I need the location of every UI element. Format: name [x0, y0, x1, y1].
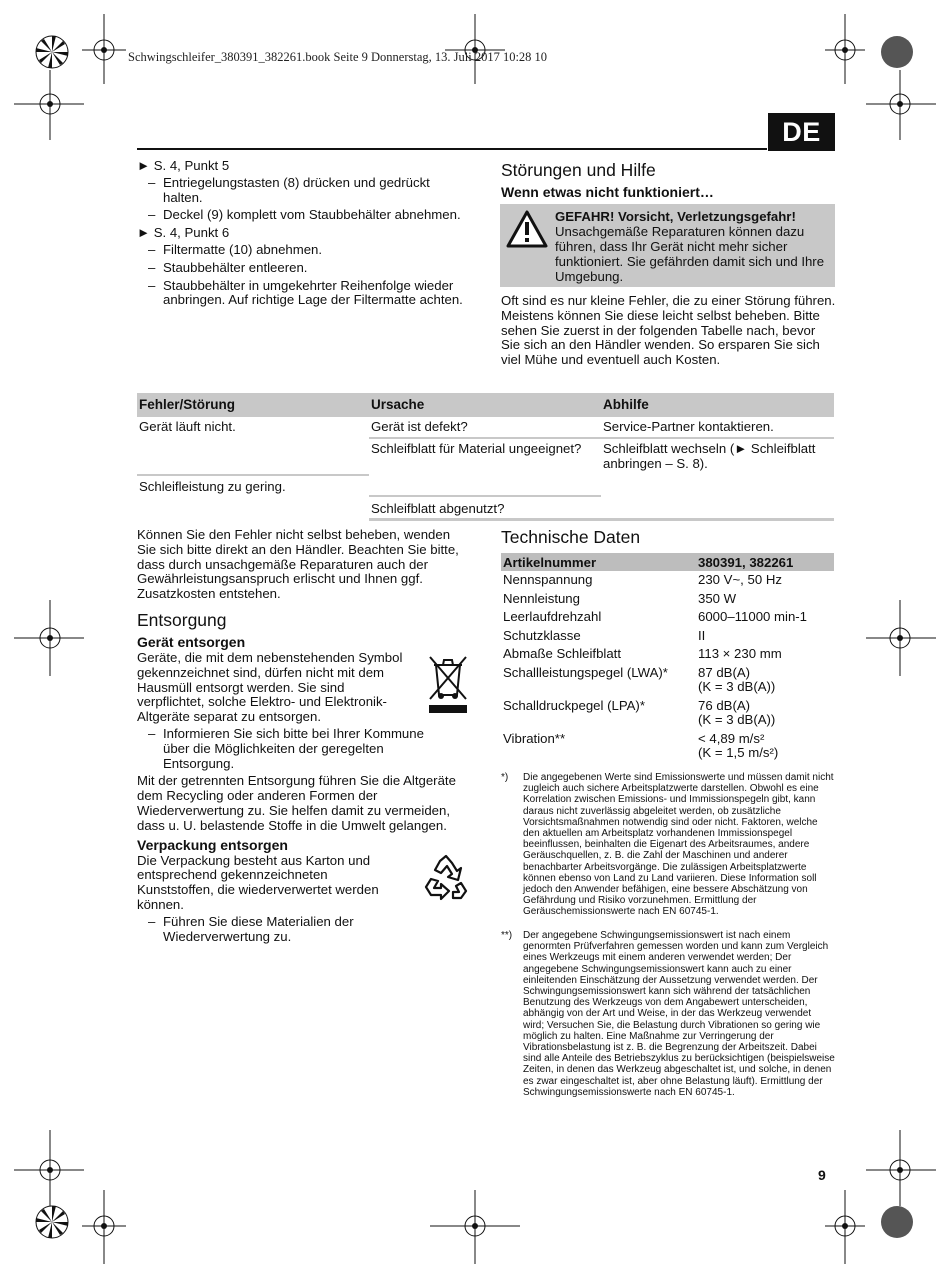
row-value: 350 W: [698, 590, 737, 606]
row-divider: [137, 474, 369, 476]
warning-triangle-icon: [506, 210, 548, 248]
table-header: [501, 553, 834, 571]
fault-cell: Gerät läuft nicht.: [139, 419, 236, 434]
warning-box: [500, 204, 835, 287]
row-value: 6000–11000 min-1: [698, 609, 808, 624]
row-label: Leerlaufdrehzahl: [503, 609, 602, 624]
language-badge: DE: [768, 113, 835, 151]
troubleshooting-intro: Oft sind es nur kleine Fehler, die zu einer Störung führen. Meistens können Sie diese leicht selbst beheben. Bitte sehen Sie zuerst in der folgenden Tabelle nach, bevor Sie sich an den Händler wenden. So ersparen Sie sich viel Mühe und eventuell auch Kosten.: [501, 293, 836, 368]
section-subtitle: Wenn etwas nicht funktioniert…: [501, 184, 714, 200]
table-row: [501, 608, 834, 627]
device-disposal-text: Geräte, die mit dem nebenstehenden Symbol gekennzeichnet sind, dürfen nicht mit dem Hausmüll entsorgt werden. Sie sind verpflichtet, solche Elektro- und Elektronik-Altgeräte separat zu entsorgen.: [137, 649, 403, 725]
row-value: < 4,89 m/s²: [698, 730, 765, 746]
remedy-cell: Service-Partner kontaktieren.: [603, 419, 774, 434]
list-item: – Deckel (9) komplett vom Staubbehälter abnehmen.: [137, 208, 470, 223]
recycling-icon: [421, 853, 471, 903]
table-row: [501, 645, 834, 664]
remedy-cell: Schleifblatt wechseln (► Schleifblatt anbringen – S. 8).: [603, 441, 816, 471]
header-label: Artikelnummer: [503, 555, 597, 570]
tech-data-title: Technische Daten: [501, 527, 641, 547]
recycling-text: Mit der getrennten Entsorgung führen Sie die Altgeräte dem Recycling oder anderen Formen der Wiederverwertung zu. Sie helfen damit zu vermeiden, dass u. U. belastende Stoffe in die Umwelt gelangen.: [137, 773, 456, 833]
footnote-mark: *): [501, 772, 509, 783]
page-number: 9: [818, 1167, 826, 1183]
table-row: [501, 627, 834, 646]
header-fault: Fehler/Störung: [139, 397, 236, 412]
list-item: – Informieren Sie sich bitte bei Ihrer Kommune über die Möglichkeiten der geregelten Entsorgung.: [137, 727, 443, 771]
row-label: Schallleistungspegel (LWA)*: [503, 664, 668, 680]
warning-body: Unsachgemäße Reparaturen können dazu führen, dass Ihr Gerät nicht mehr sicher funktioniert. Sie gefährden damit sich und Ihre Umgebung.: [555, 224, 825, 284]
row-value: 76 dB(A): [698, 697, 751, 713]
crossed-bin-icon: [426, 653, 470, 715]
device-disposal-list: [137, 727, 470, 771]
tech-data-table: [501, 553, 834, 763]
header-remedy: Abhilfe: [603, 397, 649, 412]
row-label: Abmaße Schleifblatt: [503, 646, 622, 661]
row-divider: [369, 495, 601, 497]
table-bottom-rule: [369, 518, 834, 521]
step-1-list: [137, 176, 470, 223]
footnote-mark: **): [501, 930, 513, 941]
cause-cell: Gerät ist defekt?: [371, 419, 468, 434]
list-item: – Staubbehälter in umgekehrter Reihenfolge wieder anbringen. Auf richtige Lage der Filtermatte achten.: [137, 279, 470, 309]
cause-cell: Schleifblatt für Material ungeeignet?: [371, 441, 582, 456]
fault-cell: Schleifleistung zu gering.: [139, 479, 286, 494]
table-row: [501, 730, 834, 763]
footnote-2: [501, 930, 834, 1120]
row-label: Schutzklasse: [503, 627, 581, 643]
packaging-title: Verpackung entsorgen: [137, 836, 288, 853]
row-value: 87 dB(A): [698, 664, 751, 680]
warning-title: GEFAHR! Vorsicht, Verletzungsgefahr!: [555, 209, 796, 224]
list-item: – Filtermatte (10) abnehmen.: [137, 243, 470, 258]
row-divider: [369, 437, 834, 439]
device-disposal-title: Gerät entsorgen: [137, 633, 246, 650]
cause-cell: Schleifblatt abgenutzt?: [371, 501, 505, 516]
row-label: Schalldruckpegel (LPA)*: [503, 697, 645, 713]
row-label: Vibration**: [503, 730, 566, 746]
header-value: 380391, 382261: [698, 555, 794, 570]
packaging-text: Die Verpackung besteht aus Karton und entsprechend gekennzeichneten Kunststoffen, die wiederverwertet werden können.: [137, 852, 379, 912]
list-item: – Führen Sie diese Materialien der Wiederverwertung zu.: [137, 915, 413, 945]
section-title: Störungen und Hilfe: [501, 160, 656, 180]
step-ref-1: ► S. 4, Punkt 5: [137, 158, 230, 173]
troubleshooting-section: [501, 159, 834, 201]
cleaning-steps: [137, 159, 470, 311]
row-value: 113 × 230 mm: [698, 646, 782, 661]
packaging-list: [137, 915, 470, 945]
table-row: [501, 697, 834, 730]
table-header: [137, 393, 834, 417]
header-cause: Ursache: [371, 397, 425, 412]
list-item: – Entriegelungstasten (8) drücken und gedrückt halten.: [137, 176, 470, 206]
row-label: Nennleistung: [503, 590, 580, 606]
footnote-text: Der angegebene Schwingungsemissionswert ist nach einem genormten Prüfverfahren gemessen worden und kann zum Vergleich eines Werkzeugs mit einem anderen verwendet werden; Der angegebene Schwingungsemissionswert kann auch zu einer einleitenden Einschätzung der Aussetzung verwendet werden. Der Schwingungsemissionswert kann sich während der tatsächlichen Benutzung des Werkzeugs von dem Angabewert unterscheiden, abhängig von der Art und Weise, in der das Werkzeug verwendet wird; Versuchen Sie, die Belastung durch Vibrationen so gering wie möglich zu halten. Eine Maßnahme zur Verringerung der Vibrationsbelastung ist z. B. die Begrenzung der Arbeitszeit. Dabei sind alle Anteile des Betriebszyklus zu berücksichtigen (beispielsweise Zeiten, in denen das Werkzeug abgeschaltet ist, und solche, in denen es zwar eingeschaltet ist, aber ohne Belastung läuft). Ermittlung der Schwingungsemissionswerte nach EN 60745-1.: [523, 930, 835, 1098]
row-value: II: [698, 627, 706, 643]
footnote-text: Die angegebenen Werte sind Emissionswerte und müssen damit nicht zugleich auch sichere Arbeitsplatzwerte darstellen. Obwohl es eine Korrelation zwischen Emissions- und Immissionspegeln gibt, kann daraus nicht zuverlässig abgeleitet werden, ob zusätzliche Vorsichtsmaßnahmen notwendig sind oder nicht. Faktoren, welche den aktuellen am Arbeitsplatz vorhandenen Immissionspegel beeinflussen, beinhalten die Eigenart des Arbeitsraumes, andere Geräuschquellen, z. B. die Zahl der Maschinen und anderer benachbarter Arbeitsvorgänge. Die zulässigen Arbeitsplatzwerte können ebenso von Land zu Land variieren. Diese Information soll jedoch den Anwender befähigen, eine bessere Abschätzung von Gefährdung und Risiko vorzunehmen. Ermittlung der Geräuschemissionswerte nach EN 60745-1.: [523, 772, 834, 918]
contact-text: Können Sie den Fehler nicht selbst beheben, wenden Sie sich bitte direkt an den Händler. Beachten Sie bitte, dass durch unsachgemäße Reparaturen auch der Gewährleistungsanspruch erlischt und Ihnen ggf. Zusatzkosten entstehen.: [137, 527, 459, 602]
header-rule: [137, 148, 767, 150]
disposal-title: Entsorgung: [137, 609, 227, 630]
row-value-secondary: (K = 1,5 m/s²): [698, 745, 779, 761]
row-label: Nennspannung: [503, 572, 593, 587]
footnote-1: [501, 772, 834, 932]
table-row: [501, 664, 834, 697]
row-value: 230 V~, 50 Hz: [698, 572, 782, 587]
row-value-secondary: (K = 3 dB(A)): [698, 712, 776, 728]
row-value-secondary: (K = 3 dB(A)): [698, 679, 776, 695]
table-row: [501, 571, 834, 590]
table-row: [501, 590, 834, 609]
tech-data-section: [501, 526, 834, 548]
step-2-list: [137, 243, 470, 308]
print-header-line: Schwingschleifer_380391_382261.book Seite 9 Donnerstag, 13. Juli 2017 10:28 10: [128, 50, 548, 64]
step-ref-2: ► S. 4, Punkt 6: [137, 225, 230, 241]
list-item: – Staubbehälter entleeren.: [137, 261, 470, 276]
